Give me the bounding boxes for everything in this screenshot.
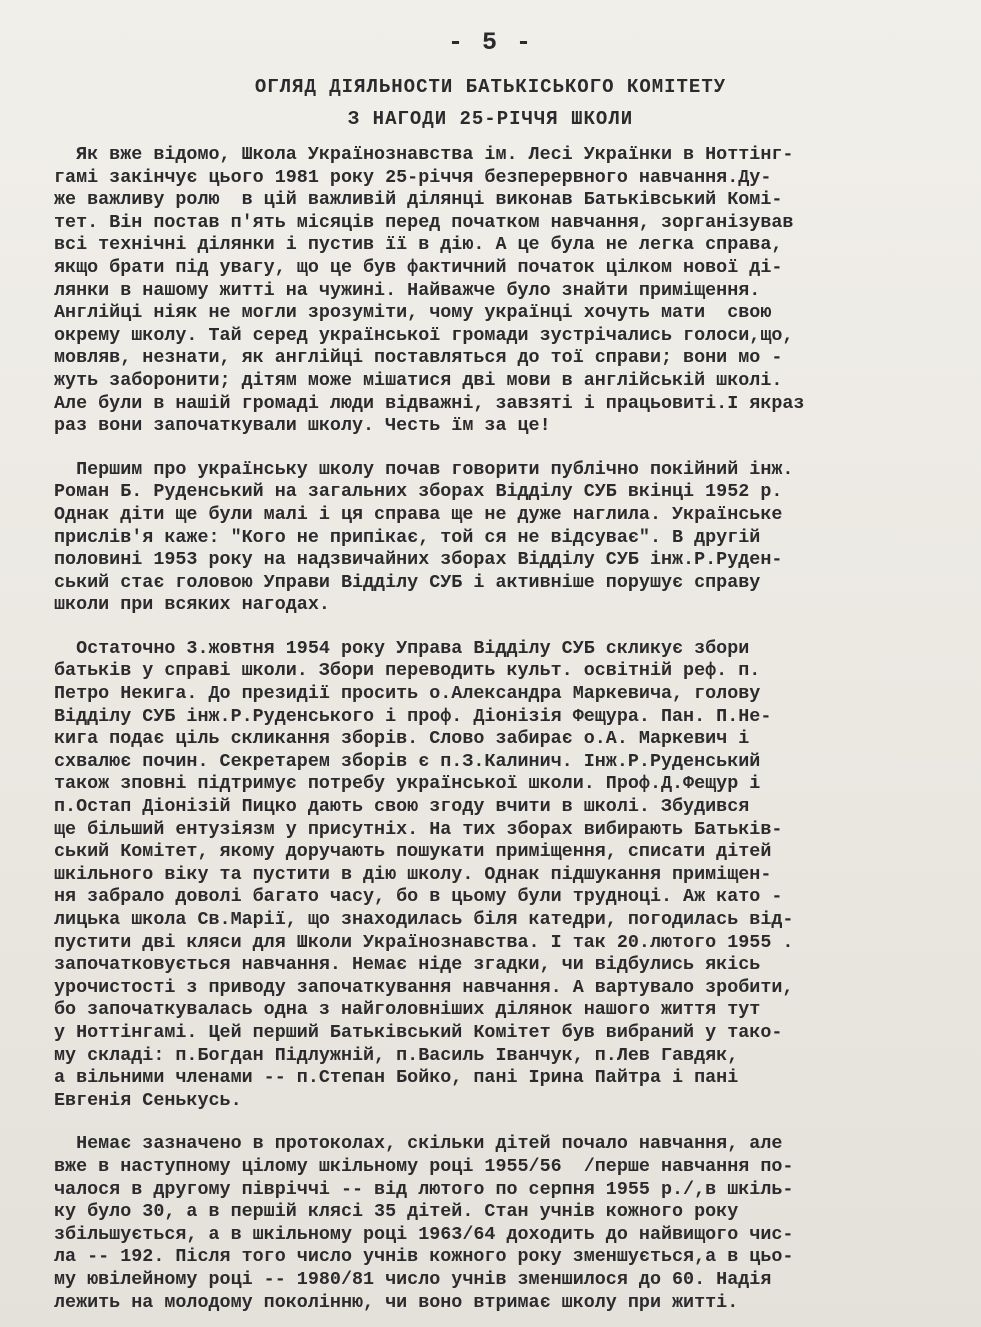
paragraph-2 <box>54 459 949 617</box>
text-line: Роман Б. Руденський на загальних зборах Відділу СУБ вкінці 1952 р. <box>54 481 783 503</box>
text-line: у Ноттінгамі. Цей перший Батьківський Комітет був вибраний у тако- <box>54 1021 783 1043</box>
text-line: Петро Некига. До президії просить о.Александра Маркевича, голову <box>54 683 761 705</box>
text-line: п.Остап Діонізій Пицко дають свою згоду вчити в школі. Збудився <box>54 796 750 818</box>
text-line: ський Комітет, якому доручають пошукати приміщення, списати дітей <box>54 841 772 863</box>
text-line: збільшується, а в шкільному році 1963/64 доходить до найвищого чис- <box>54 1223 794 1245</box>
text-line: лянки в нашому житті на чужині. Найважче було знайти приміщення. <box>54 279 761 301</box>
text-line: Однак діти ще були малі і ця справа ще не дуже наглила. Українське <box>54 503 783 525</box>
text-line: всі технічні ділянки і пустив її в дію. А це була не легка справа, <box>54 234 783 256</box>
text-line: мовляв, незнати, як англійці поставляться до тої справи; вони мо - <box>54 347 783 369</box>
text-line: батьків у справі школи. Збори переводить культ. освітній реф. п. <box>54 660 761 682</box>
text-line: ку було 30, а в першій клясі 35 дітей. Стан учнів кожного року <box>54 1201 739 1223</box>
text-line: Але були в нашій громаді люди відважні, завзяті і працьовиті.І якраз <box>54 392 805 414</box>
text-line: урочистості з приводу започаткування навчання. А вартувало зробити, <box>54 976 794 998</box>
text-line: чалося в другому півріччі -- від лютого по серпня 1955 р./,в шкіль- <box>54 1178 794 1200</box>
text-line: Як вже відомо, Школа Українознавства ім. Лесі Українки в Ноттінг- <box>54 144 794 165</box>
title-line-1: ОГЛЯД ДІЯЛЬНОСТИ БАТЬКІСЬКОГО КОМІТЕТУ <box>254 76 727 98</box>
paragraph-1 <box>54 144 949 438</box>
paragraph-4 <box>54 1133 949 1314</box>
text-line: започатковується навчання. Немає ніде згадки, чи відбулись якісь <box>54 954 761 976</box>
text-line: Відділу СУБ інж.Р.Руденського і проф. Діонізія Фещура. Пан. П.Не- <box>54 705 772 727</box>
text-line: тет. Він постав п'ять місяців перед початком навчання, зорганізував <box>54 211 794 233</box>
text-line: Остаточно 3.жовтня 1954 року Управа Відділу СУБ скликує збори <box>54 637 750 659</box>
text-line: схвалює почин. Секретарем зборів є п.З.Калинич. Інж.Р.Руденський <box>54 750 761 772</box>
title-line-2: З НАГОДИ 25-РІЧЧЯ ШКОЛИ <box>347 108 634 130</box>
text-line: Англійці ніяк не могли зрозуміти, чому українці хочуть мати свою <box>54 302 772 324</box>
text-line: му ювілейному році -- 1980/81 число учнів зменшилося до 60. Надія <box>54 1268 772 1290</box>
text-line: же важливу ролю в цій важливій ділянці виконав Батьківський Комі- <box>54 189 783 211</box>
text-line: гамі закінчує цього 1981 року 25-річчя безперервного навчання.Ду- <box>54 166 772 188</box>
document-body <box>54 144 949 1327</box>
text-line: прислів'я каже: "Кого не припікає, той ся не відсуває". В другій <box>54 526 761 548</box>
text-line: якщо брати під увагу, що це був фактичний початок цілком нової ді- <box>54 256 783 278</box>
text-line: окрему школу. Тай серед української громади зустрічались голоси,що, <box>54 324 794 346</box>
text-line: половині 1953 року на надзвичайних зборах Відділу СУБ інж.Р.Руден- <box>54 549 783 571</box>
text-line: школи при всяких нагодах. <box>54 594 330 616</box>
text-line: ський стає головою Управи Відділу СУБ і активніше порушує справу <box>54 571 761 593</box>
text-line: вже в наступному цілому шкільному році 1955/56 /перше навчання по- <box>54 1155 794 1177</box>
text-line: му складі: п.Богдан Підлужній, п.Василь Іванчук, п.Лев Гавдяк, <box>54 1044 739 1066</box>
text-line: Евгенія Сенькусь. <box>54 1089 242 1111</box>
page-number: - 5 - <box>447 28 533 57</box>
text-line: жуть заборонити; дітям може мішатися дві мови в англійській школі. <box>54 369 783 391</box>
text-line: бо започаткувалась одна з найголовніших ділянок нашого життя тут <box>54 999 761 1021</box>
text-line: лицька школа Св.Марії, що знаходилась біля катедри, погодилась від- <box>54 909 794 930</box>
text-line: ла -- 192. Після того число учнів кожного року зменшується,а в цьо- <box>54 1246 794 1268</box>
text-line: раз вони започаткували школу. Честь їм за це! <box>54 415 551 437</box>
paragraph-3 <box>54 638 949 1112</box>
text-line: ще більший ентузіязм у присутніх. На тих зборах вибирають Батьків- <box>54 818 783 840</box>
text-line: кига подає ціль скликання зборів. Слово забирає о.А. Маркевич і <box>54 728 750 750</box>
text-line: також зповні підтримує потребу української школи. Проф.Д.Фещур і <box>54 773 761 795</box>
text-line: шкільного віку та пустити в дію школу. Однак підшукання приміщен- <box>54 863 772 885</box>
text-line: Немає зазначено в протоколах, скільки дітей почало навчання, але <box>54 1133 783 1155</box>
text-line: ня забрало доволі багато часу, бо в цьому були трудноці. Аж като - <box>54 886 783 908</box>
text-line: Першим про українську школу почав говорити публічно покійний інж. <box>54 458 794 480</box>
text-line: пустити дві кляси для Школи Українознавства. І так 20.лютого 1955 . <box>54 931 794 953</box>
text-line: а вільними членами -- п.Степан Бойко, пані Ірина Пайтра і пані <box>54 1067 739 1089</box>
text-line: лежить на молодому поколінню, чи воно втримає школу при житті. <box>54 1291 739 1313</box>
